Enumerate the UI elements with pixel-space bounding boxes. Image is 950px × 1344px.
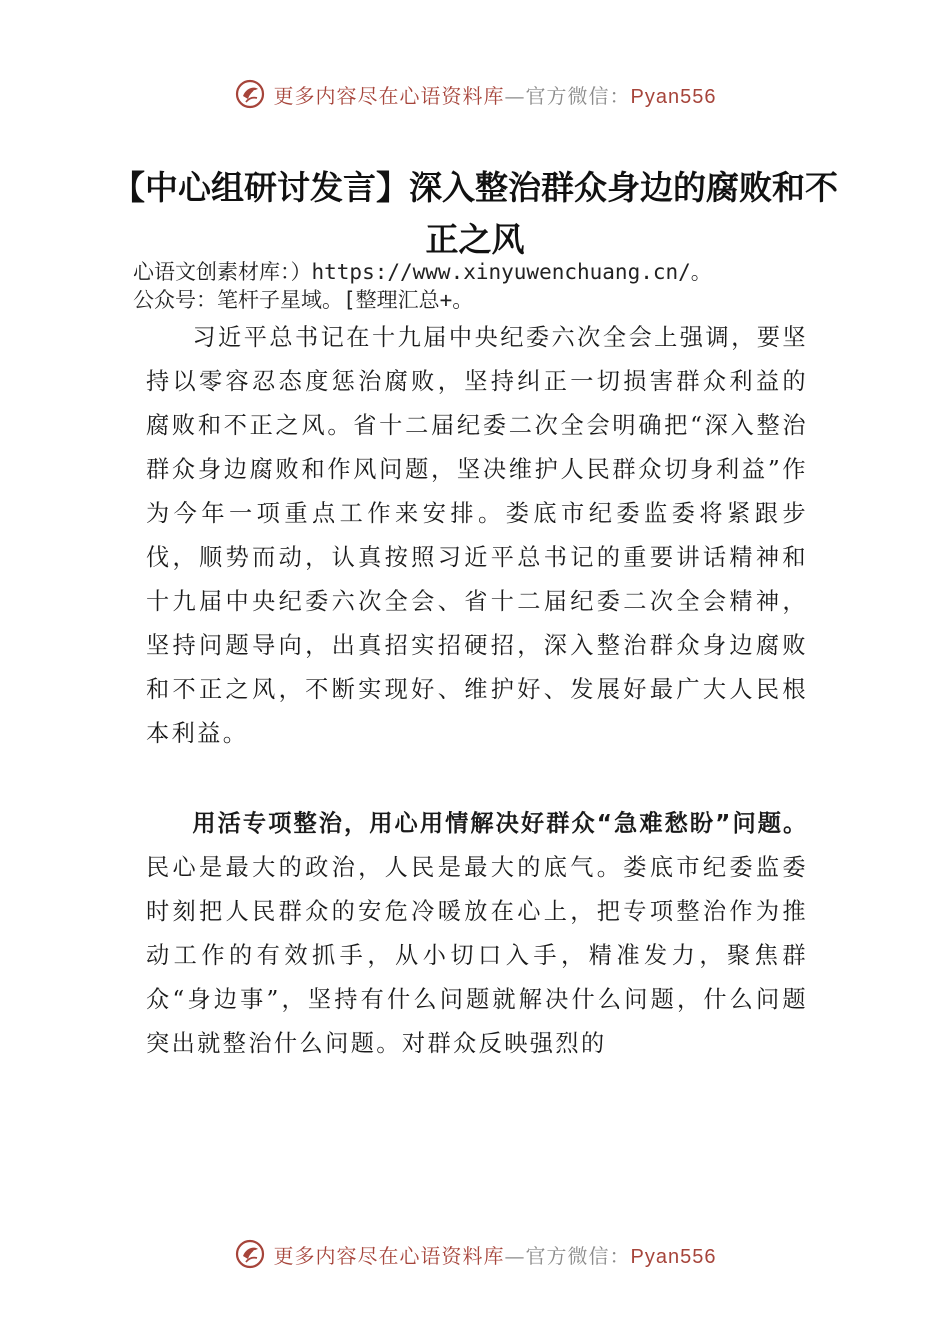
source-line-account: 公众号：笔杆子星域。[整理汇总+。 [133, 288, 474, 312]
brand-logo-icon [234, 1238, 266, 1270]
source-line-website: 心语文创素材库：）https://www.xinyuwenchuang.cn/。 [133, 260, 712, 284]
footer-banner-label: 官方微信： [525, 1243, 631, 1268]
header-banner-sep: — [504, 83, 526, 108]
source-block [133, 258, 853, 314]
footer-banner-main: 更多内容尽在心语资料库 [273, 1243, 505, 1268]
footer-banner-sep: — [504, 1243, 526, 1268]
body-paragraph-1 [146, 316, 808, 756]
brand-logo-icon [234, 78, 266, 110]
header-banner-label: 官方微信： [525, 83, 631, 108]
document-title: 【中心组研讨发言】深入整治群众身边的腐败和不正之风 [112, 168, 838, 259]
header-banner-text [274, 80, 717, 109]
footer-banner [0, 1232, 950, 1276]
footer-banner-wechat: Pyan556 [630, 1245, 717, 1268]
paragraph-2-rest: 民心是最大的政治，人民是最大的底气。娄底市纪委监委时刻把人民群众的安危冷暖放在心上，把专项整治作为推动工作的有效抓手，从小切口入手，精准发力，聚焦群众“身边事”，坚持有什么问题就解决什么问题，什么问题突出就整治什么问题。对群众反映强烈的 [146, 854, 808, 1057]
paragraph-1-text: 习近平总书记在十九届中央纪委六次全会上强调，要坚持以零容忍态度惩治腐败，坚持纠正一切损害群众利益的腐败和不正之风。省十二届纪委二次全会明确把“深入整治群众身边腐败和作风问题，坚决维护人民群众切身利益”作为今年一项重点工作来安排。娄底市纪委监委将紧跟步伐，顺势而动，认真按照习近平总书记的重要讲话精神和十九届中央纪委六次全会、省十二届纪委二次全会精神，坚持问题导向，出真招实招硬招，深入整治群众身边腐败和不正之风，不断实现好、维护好、发展好最广大人民根本利益。 [146, 324, 808, 747]
header-banner [0, 72, 950, 116]
paragraph-2-lead: 用活专项整治，用心用情解决好群众“急难愁盼”问题。 [192, 810, 808, 837]
paragraph-2-text [146, 802, 808, 1066]
body-paragraph-2 [146, 802, 808, 1066]
header-banner-main: 更多内容尽在心语资料库 [273, 83, 505, 108]
footer-banner-text [274, 1240, 717, 1269]
header-banner-wechat: Pyan556 [630, 85, 717, 108]
